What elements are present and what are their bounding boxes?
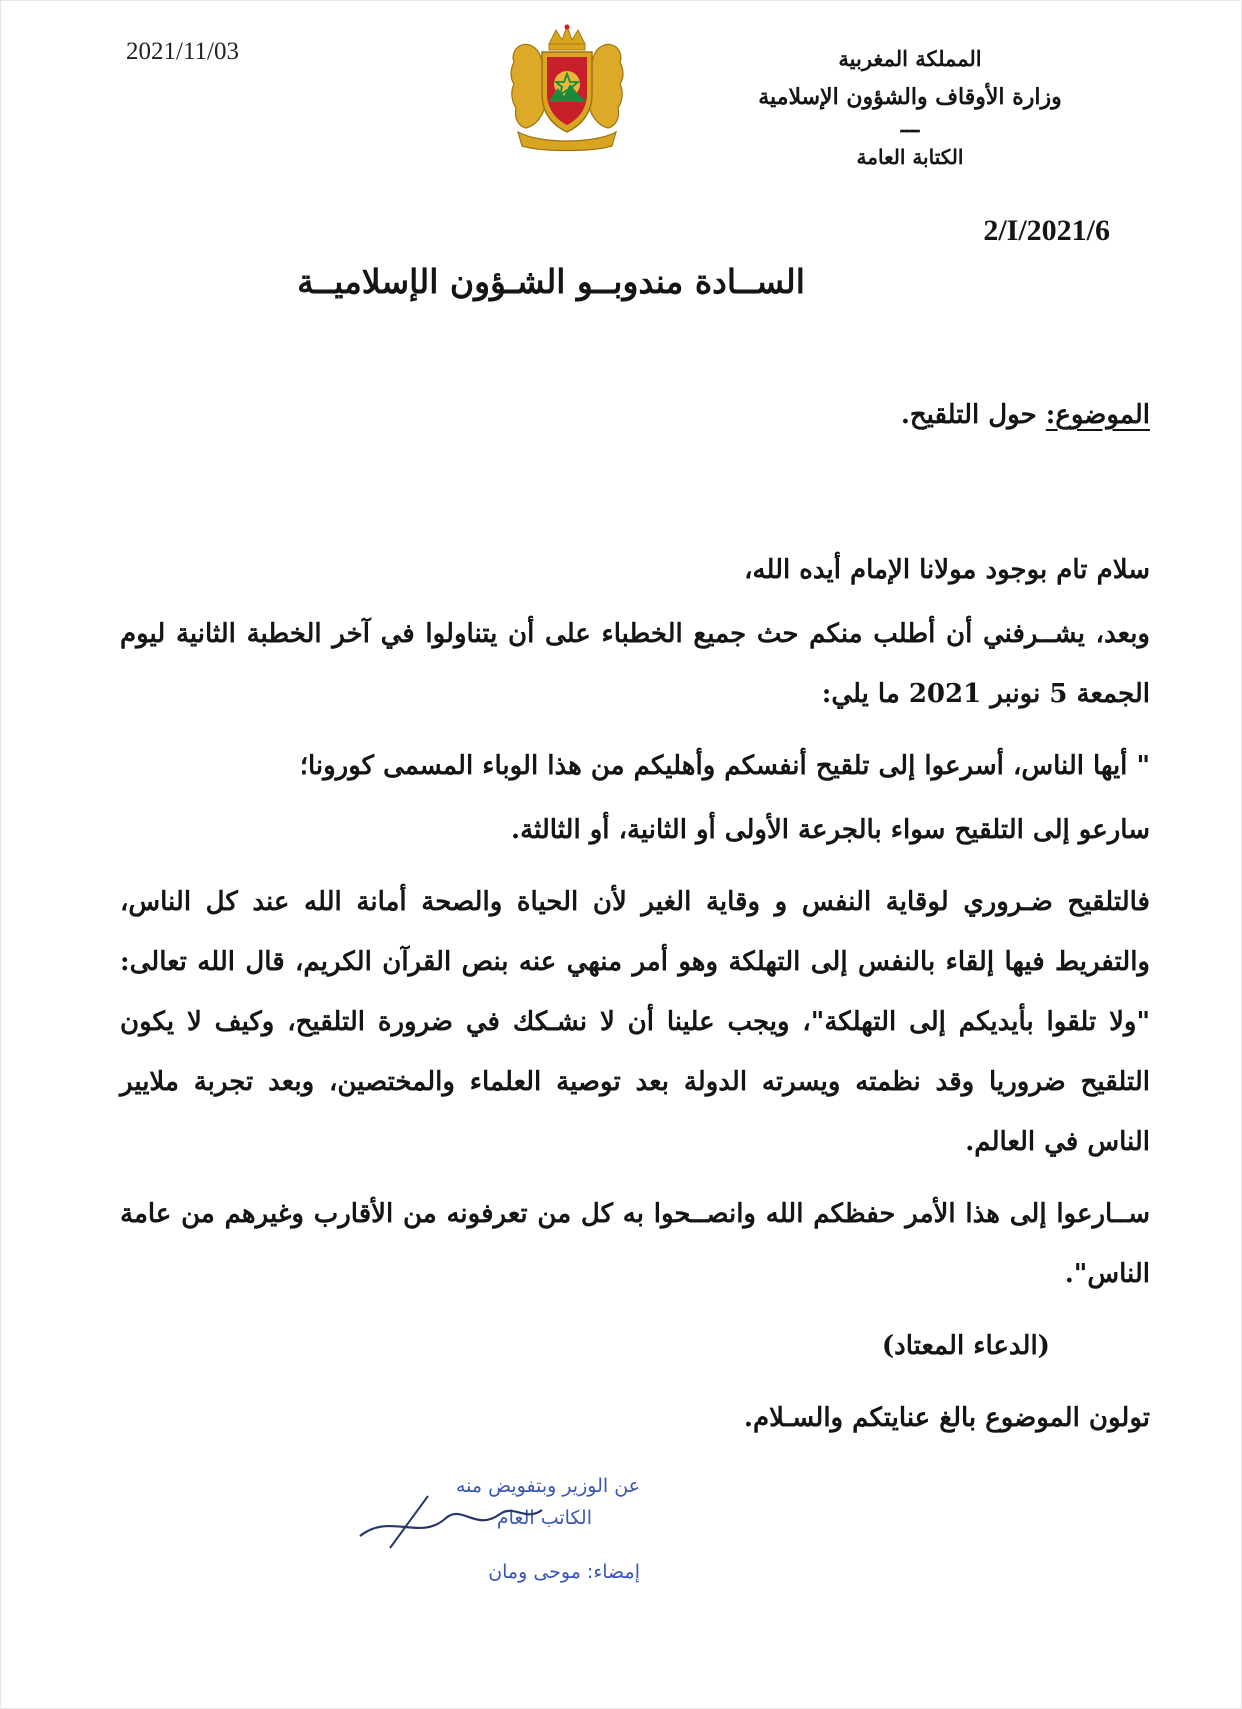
secretariat-name: الكتابة العامة [856, 145, 964, 169]
subject-label: الموضوع: [1045, 400, 1150, 430]
kingdom-name: المملكة المغربية [838, 46, 982, 71]
exhortation-paragraph: ســارعوا إلى هذا الأمر حفظكم الله وانصــحوا به كل من تعرفونه من الأقارب وغيرهم من عامة الناس". [120, 1199, 1150, 1289]
customary-prayer: (الدعاء المعتاد) [881, 1331, 1050, 1361]
royal-coat-of-arms-emblem [504, 22, 630, 152]
document-date: 2021/11/03 [126, 38, 239, 65]
signature-stamp [300, 1470, 640, 1620]
subject-value: حول التلقيح. [900, 400, 1037, 430]
secretary-general-title: الكاتب العام [496, 1507, 592, 1529]
issuer-header [720, 40, 1100, 176]
ministry-name: وزارة الأوقاف والشؤون الإسلامية [758, 84, 1062, 110]
vaccination-paragraph: فالتلقيح ضـروري لوقاية النفس و وقاية الغير لأن الحياة والصحة أمانة الله عند كل الناس، والتفريط فيها إلقاء بالنفس إلى التهلكة وهو أمر منهي عنه بنص القرآن الكريم، قال الله تعالى: "ولا تلقوا بأيديكم إلى التهلكة"، ويجب علينا أن لا نشـكك في ضرورة التلقيح، وكيف لا يكون التلقيح ضروريا وقد نظمته ويسرته الدولة بعد توصية العلماء والمختصين، وبعد تجربة ملايير الناس في العالم. [120, 887, 1150, 1157]
sermon-quote-line-2: سارعو إلى التلقيح سواء بالجرعة الأولى أو الثانية، أو الثالثة. [511, 815, 1150, 845]
subject-line [901, 400, 1150, 430]
reference-number: 2/I/2021/6 [983, 214, 1110, 247]
header-separator: ـــ [900, 112, 920, 137]
delegation-line: عن الوزير وبتفويض منه [455, 1475, 640, 1497]
letter-body [120, 540, 1150, 1460]
greeting-line: سلام تام بوجود مولانا الإمام أيده الله، [744, 555, 1150, 585]
handwritten-signature-icon [350, 1492, 550, 1552]
intro-paragraph: وبعد، يشــرفني أن أطلب منكم حث جميع الخطباء على أن يتناولوا في آخر الخطبة الثانية ليوم الجمعة 5 نونبر 2021 ما يلي: [120, 619, 1150, 709]
signatory-name: إمضاء: موحى ومان [488, 1561, 640, 1583]
closing-line: تولون الموضوع بالغ عنايتكم والسـلام. [743, 1403, 1150, 1433]
addressee-heading: الســادة مندوبــو الشـؤون الإسلاميــة [297, 262, 805, 301]
sermon-quote-line-1: " أيها الناس، أسرعوا إلى تلقيح أنفسكم وأهليكم من هذا الوباء المسمى كورونا؛ [299, 751, 1150, 781]
